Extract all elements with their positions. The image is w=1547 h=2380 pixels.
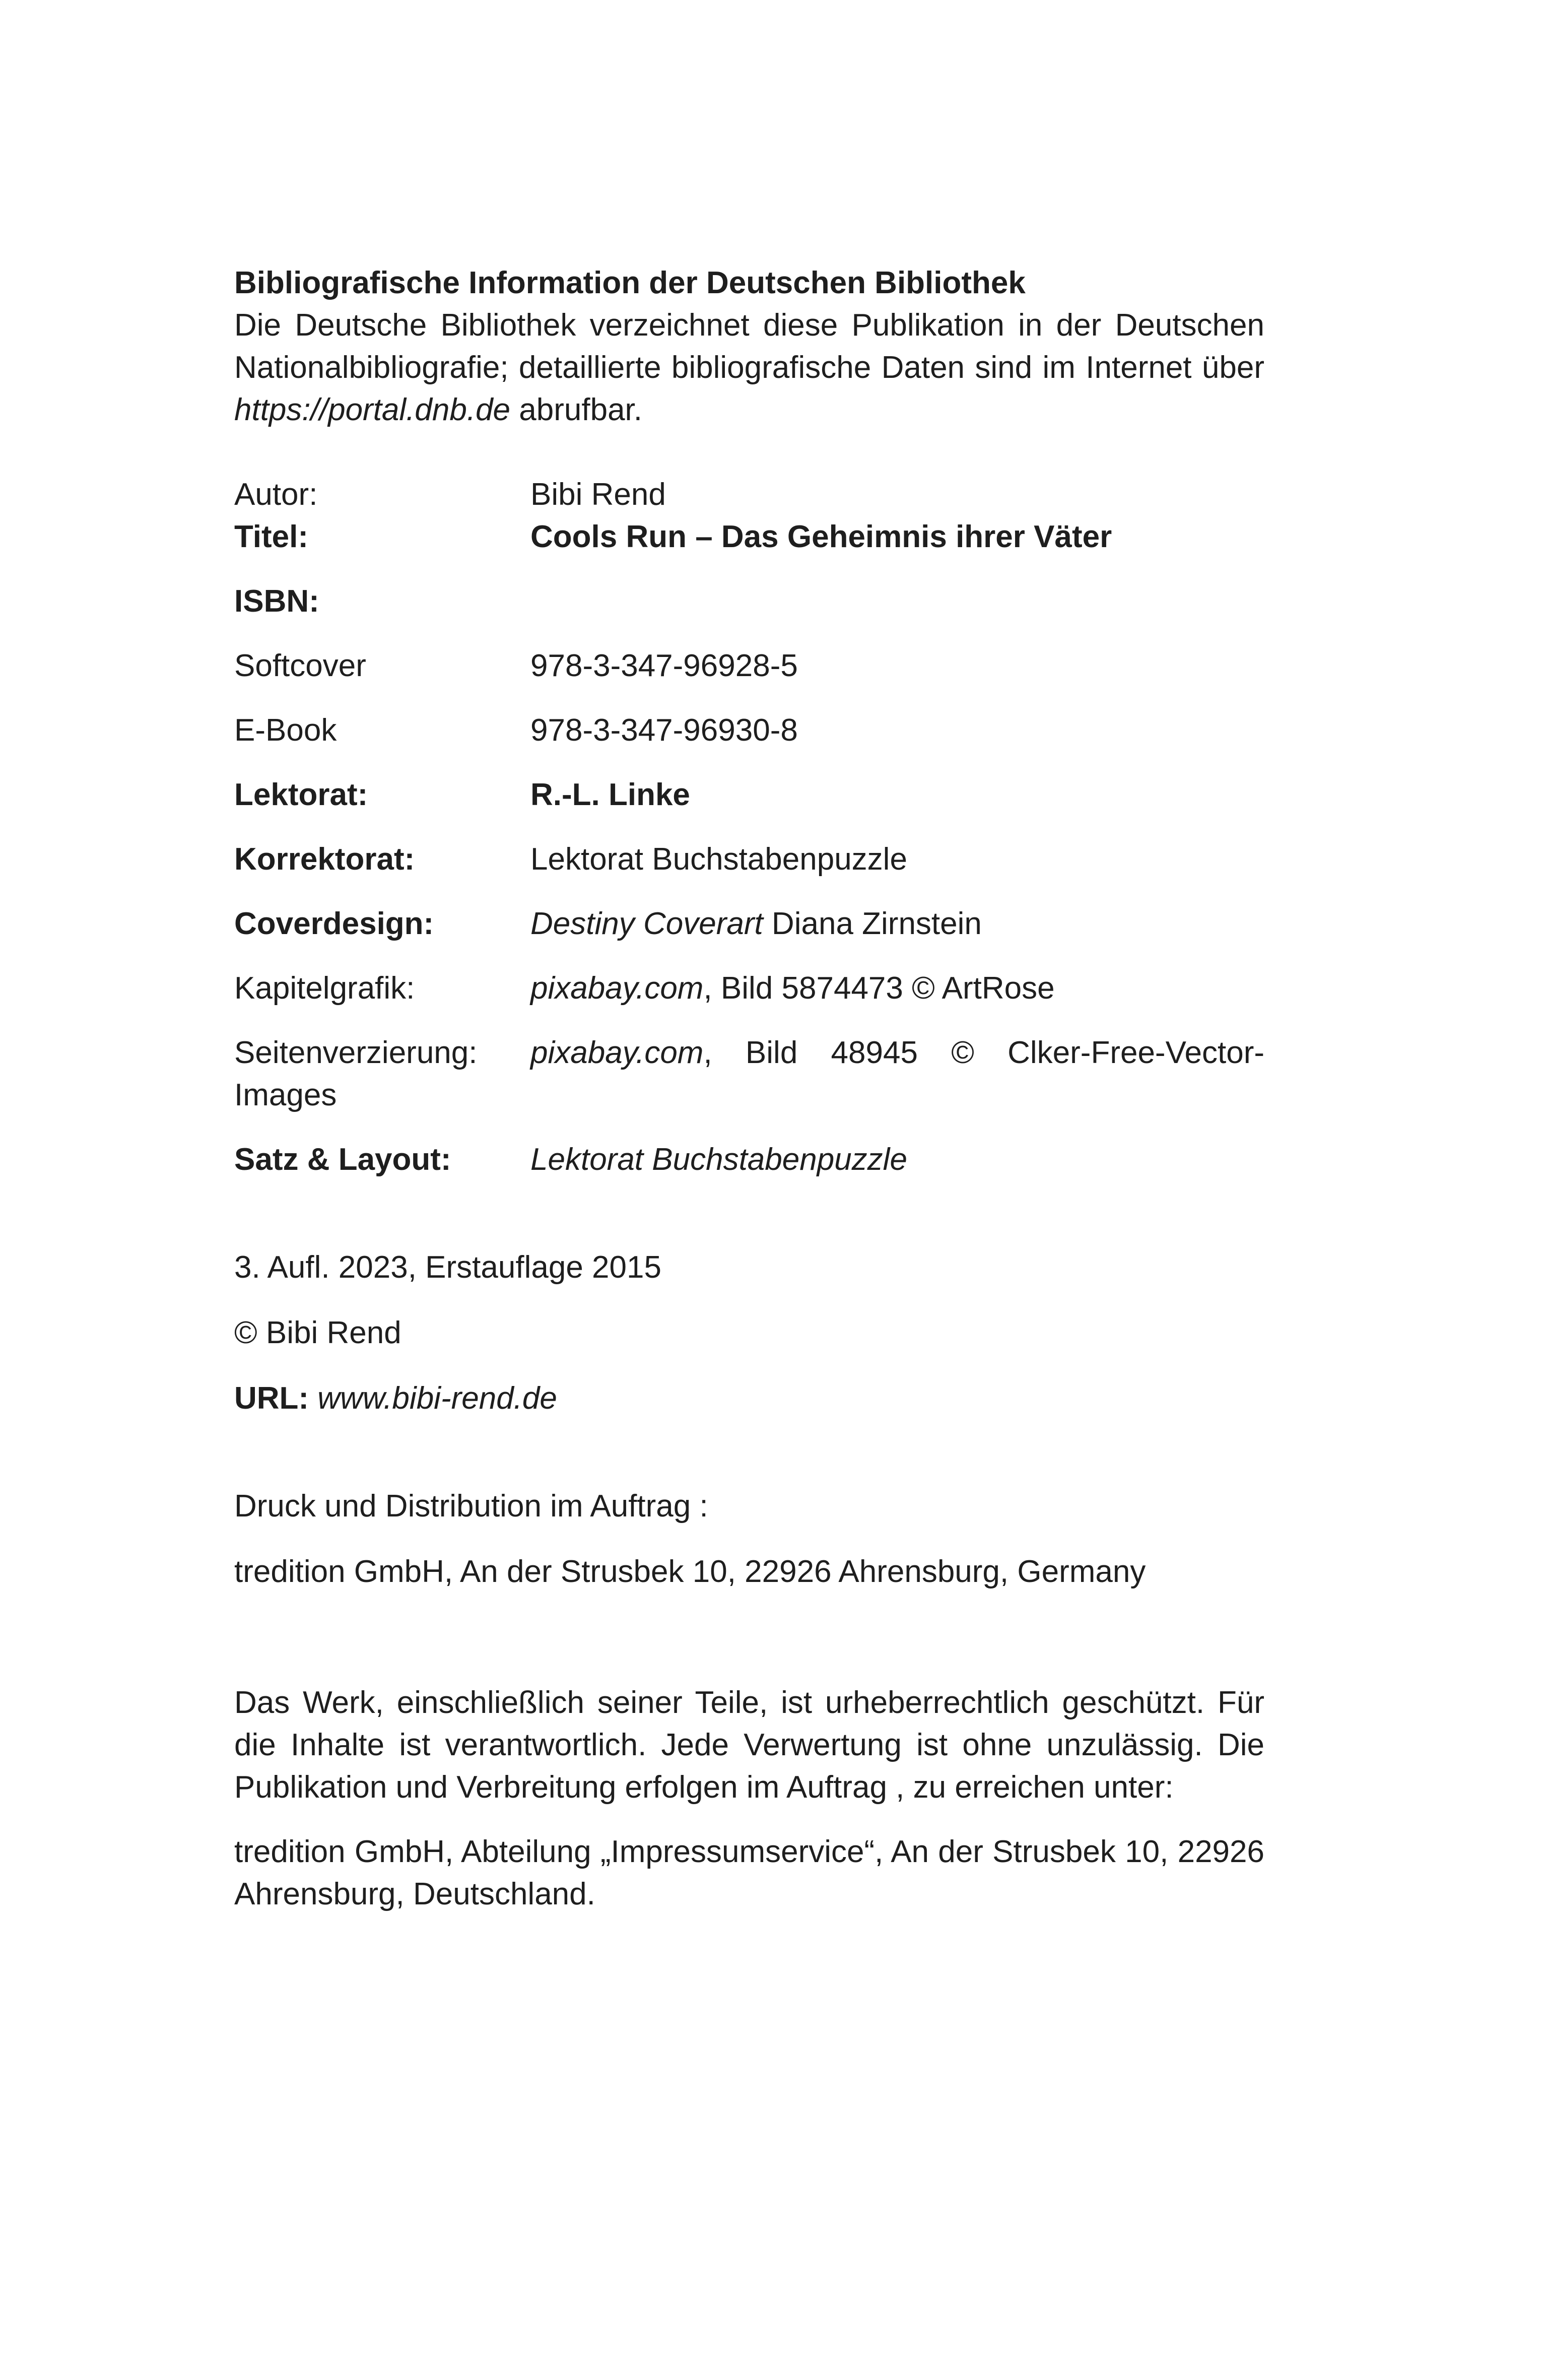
seitenverzierung-number: 48945 (831, 1035, 918, 1070)
druck-address: tredition GmbH, An der Strusbek 10, 22926 Ahrensburg, Germany (234, 1554, 1146, 1589)
druck-heading: Druck und Distribution im Auftrag : (234, 1489, 708, 1524)
bibliography-text (234, 304, 1264, 431)
copyright-notice-section (234, 1682, 1264, 1915)
url-label: URL: (234, 1381, 309, 1416)
kapitelgrafik-value (530, 967, 1264, 1010)
seitenverzierung-copyright: © (951, 1035, 974, 1070)
copyright-line: © Bibi Rend (234, 1315, 401, 1350)
autor-row (234, 474, 1264, 516)
titel-label: Titel: (234, 519, 308, 554)
satz-value: Lektorat Buchstabenpuzzle (530, 1142, 907, 1177)
kapitelgrafik-credit: , Bild 5874473 © ArtRose (703, 971, 1055, 1006)
softcover-label: Softcover (234, 648, 366, 683)
isbn-row (234, 580, 1264, 623)
ebook-isbn: 978-3-347-96930-8 (530, 713, 798, 748)
metadata-table (234, 474, 1264, 1181)
ebook-label: E-Book (234, 713, 337, 748)
satz-row (234, 1139, 1264, 1181)
author-website-link[interactable]: www.bibi-rend.de (309, 1381, 557, 1416)
bibliography-text-before-link: Die Deutsche Bibliothek verzeichnet diese Publikation in der Deutschen Nationalbibliografie; detaillierte bibliografische Daten sind im Internet über (234, 308, 1264, 385)
bibliography-heading: Bibliografische Information der Deutschen Bibliothek (234, 266, 1026, 300)
softcover-row (234, 645, 1264, 687)
seitenverzierung-wrap-row (234, 1074, 1264, 1116)
coverdesign-label: Coverdesign: (234, 906, 434, 941)
impressum-address: tredition GmbH, Abteilung „Impressumservice“, An der Strusbek 10, 22926 Ahrensburg, Deutschland. (234, 1834, 1264, 1911)
titel-value: Cools Run – Das Geheimnis ihrer Väter (530, 519, 1112, 554)
seitenverzierung-bild: Bild (745, 1035, 798, 1070)
coverdesign-value (530, 903, 1264, 945)
seitenverzierung-row (234, 1032, 1264, 1074)
druck-section (234, 1485, 1264, 1593)
seitenverzierung-label: Seitenverzierung: (234, 1035, 478, 1070)
kapitelgrafik-row (234, 967, 1264, 1010)
seitenverzierung-source: pixabay.com (530, 1035, 704, 1070)
korrektorat-value: Lektorat Buchstabenpuzzle (530, 842, 907, 877)
lektorat-label: Lektorat: (234, 777, 368, 812)
satz-label: Satz & Layout: (234, 1142, 451, 1177)
isbn-label: ISBN: (234, 584, 319, 619)
softcover-isbn: 978-3-347-96928-5 (530, 648, 798, 683)
korrektorat-label: Korrektorat: (234, 842, 415, 877)
dnb-link[interactable]: https://portal.dnb.de (234, 392, 511, 427)
coverdesign-studio: Destiny Coverart (530, 906, 763, 941)
imprint-page (234, 262, 1264, 1915)
titel-row (234, 516, 1264, 558)
edition-info: 3. Aufl. 2023, Erstauflage 2015 (234, 1250, 661, 1285)
bibliography-text-after-link: abrufbar. (510, 392, 643, 427)
korrektorat-row (234, 838, 1264, 881)
seitenverzierung-comma: , (703, 1035, 712, 1070)
autor-label: Autor: (234, 477, 318, 512)
coverdesign-designer: Diana Zirnstein (763, 906, 982, 941)
edition-section (234, 1246, 1264, 1420)
seitenverzierung-wrap: Images (234, 1078, 337, 1112)
ebook-row (234, 709, 1264, 752)
copyright-notice: Das Werk, einschließlich seiner Teile, ist urheberrechtlich geschützt. Für die Inhalte ist verantwortlich. Jede Verwertung ist ohne unzulässig. Die Publikation und Verbreitung erfolgen im Auftrag , zu erreichen unter: (234, 1685, 1264, 1805)
kapitelgrafik-source: pixabay.com (530, 971, 704, 1006)
url-line (234, 1377, 1264, 1420)
lektorat-row (234, 774, 1264, 816)
autor-value: Bibi Rend (530, 477, 666, 512)
bibliography-section (234, 262, 1264, 431)
lektorat-value: R.-L. Linke (530, 777, 690, 812)
kapitelgrafik-label: Kapitelgrafik: (234, 971, 415, 1006)
coverdesign-row (234, 903, 1264, 945)
seitenverzierung-author: Clker-Free-Vector- (1007, 1035, 1264, 1070)
seitenverzierung-value (530, 1032, 1264, 1074)
